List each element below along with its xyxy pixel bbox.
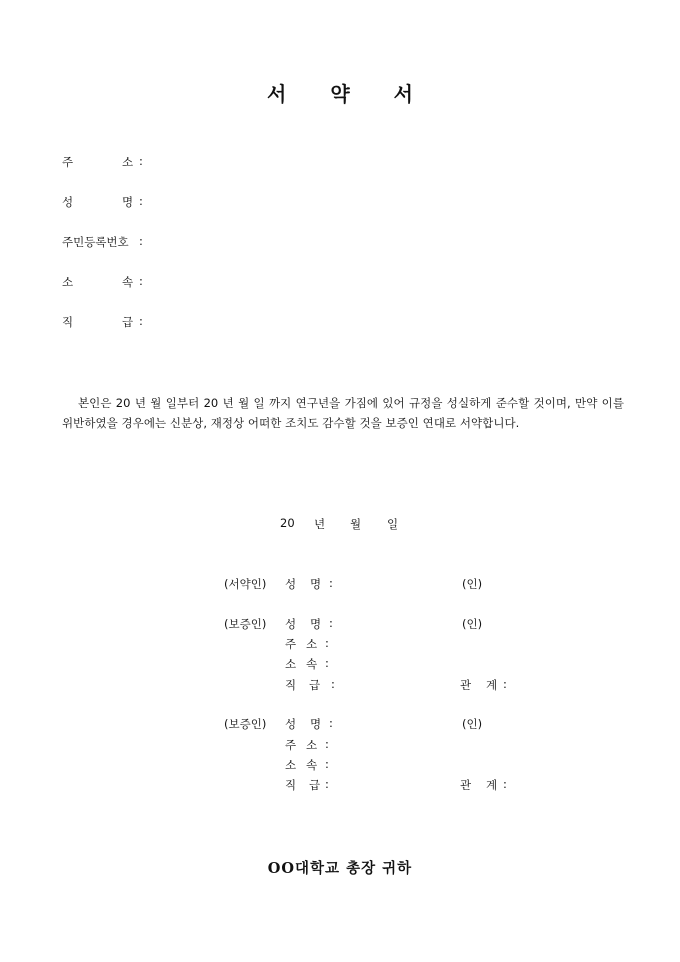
field-rank-label-left: 직 xyxy=(62,315,74,329)
date-prefix: 20 xyxy=(280,516,295,530)
guarantor1-aff-label-a: 소 xyxy=(285,657,297,671)
guarantor2-name-colon: : xyxy=(329,716,333,730)
field-affiliation-label-right: 속 xyxy=(122,275,134,289)
guarantor2-rank-label-b: 급 xyxy=(309,778,321,792)
guarantor1-rank-label-b: 급 xyxy=(309,678,321,692)
guarantor2-rel-colon: : xyxy=(503,777,507,791)
guarantor1-rel-label-a: 관 xyxy=(460,678,472,692)
guarantor2-name-label-b: 명 xyxy=(310,717,322,731)
pledger-role: (서약인) xyxy=(224,577,267,591)
closing-addressee: OO대학교 총장 귀하 xyxy=(267,860,413,877)
guarantor1-rank-label-a: 직 xyxy=(285,678,297,692)
guarantor2-rel-label-b: 계 xyxy=(486,778,498,792)
field-name-colon: : xyxy=(139,194,143,208)
guarantor2-rank-label-a: 직 xyxy=(285,778,297,792)
pledger-name-colon: : xyxy=(329,576,333,590)
guarantor1-role: (보증인) xyxy=(224,617,267,631)
field-address-colon: : xyxy=(139,154,143,168)
field-address-label-right: 소 xyxy=(122,155,134,169)
guarantor2-aff-label-b: 속 xyxy=(306,758,318,772)
guarantor2-addr-label-a: 주 xyxy=(285,738,297,752)
title-char: 약 xyxy=(330,82,350,106)
pledge-paragraph: 본인은 20 년 월 일부터 20 년 월 일 까지 연구년을 가짐에 있어 규정을 성실하게 준수할 것이며, 만약 이를 위반하였을 경우에는 신분상, 재정상 어떠한 조치도 감수할 것을 보증인 연대로 서약합니다. xyxy=(62,396,624,430)
guarantor1-name-label-a: 성 xyxy=(285,617,297,631)
title-char: 서 xyxy=(267,82,287,106)
pledger-name-label-a: 성 xyxy=(285,577,297,591)
guarantor2-name-label-a: 성 xyxy=(285,717,297,731)
field-rank-colon: : xyxy=(139,314,143,328)
field-rank-label-right: 급 xyxy=(122,315,134,329)
field-resident-id-colon: : xyxy=(139,234,143,248)
field-name-label-right: 명 xyxy=(122,195,134,209)
guarantor1-addr-colon: : xyxy=(325,636,329,650)
guarantor1-aff-label-b: 속 xyxy=(306,657,318,671)
guarantor2-role: (보증인) xyxy=(224,717,267,731)
field-resident-id-label: 주민등록번호 xyxy=(62,235,129,249)
title-char: 서 xyxy=(393,82,413,106)
guarantor1-aff-colon: : xyxy=(325,656,329,670)
guarantor2-aff-label-a: 소 xyxy=(285,758,297,772)
guarantor2-seal: (인) xyxy=(462,717,483,731)
guarantor1-addr-label-a: 주 xyxy=(285,637,297,651)
guarantor1-addr-label-b: 소 xyxy=(306,637,318,651)
date-month: 월 xyxy=(350,517,362,531)
guarantor2-addr-label-b: 소 xyxy=(306,738,318,752)
pledger-seal: (인) xyxy=(462,577,483,591)
guarantor2-rel-label-a: 관 xyxy=(460,778,472,792)
guarantor2-addr-colon: : xyxy=(325,737,329,751)
field-affiliation-label-left: 소 xyxy=(62,275,74,289)
guarantor1-name-label-b: 명 xyxy=(310,617,322,631)
guarantor1-rel-label-b: 계 xyxy=(486,678,498,692)
guarantor1-rank-colon: : xyxy=(331,677,335,691)
field-affiliation-colon: : xyxy=(139,274,143,288)
guarantor1-rel-colon: : xyxy=(503,677,507,691)
pledger-name-label-b: 명 xyxy=(310,577,322,591)
guarantor2-rank-colon: : xyxy=(325,777,329,791)
guarantor1-seal: (인) xyxy=(462,617,483,631)
field-address-label-left: 주 xyxy=(62,155,74,169)
date-day: 일 xyxy=(387,517,399,531)
guarantor2-aff-colon: : xyxy=(325,757,329,771)
date-year: 년 xyxy=(314,517,326,531)
guarantor1-name-colon: : xyxy=(329,616,333,630)
document-title xyxy=(0,78,680,107)
field-name-label-left: 성 xyxy=(62,195,74,209)
